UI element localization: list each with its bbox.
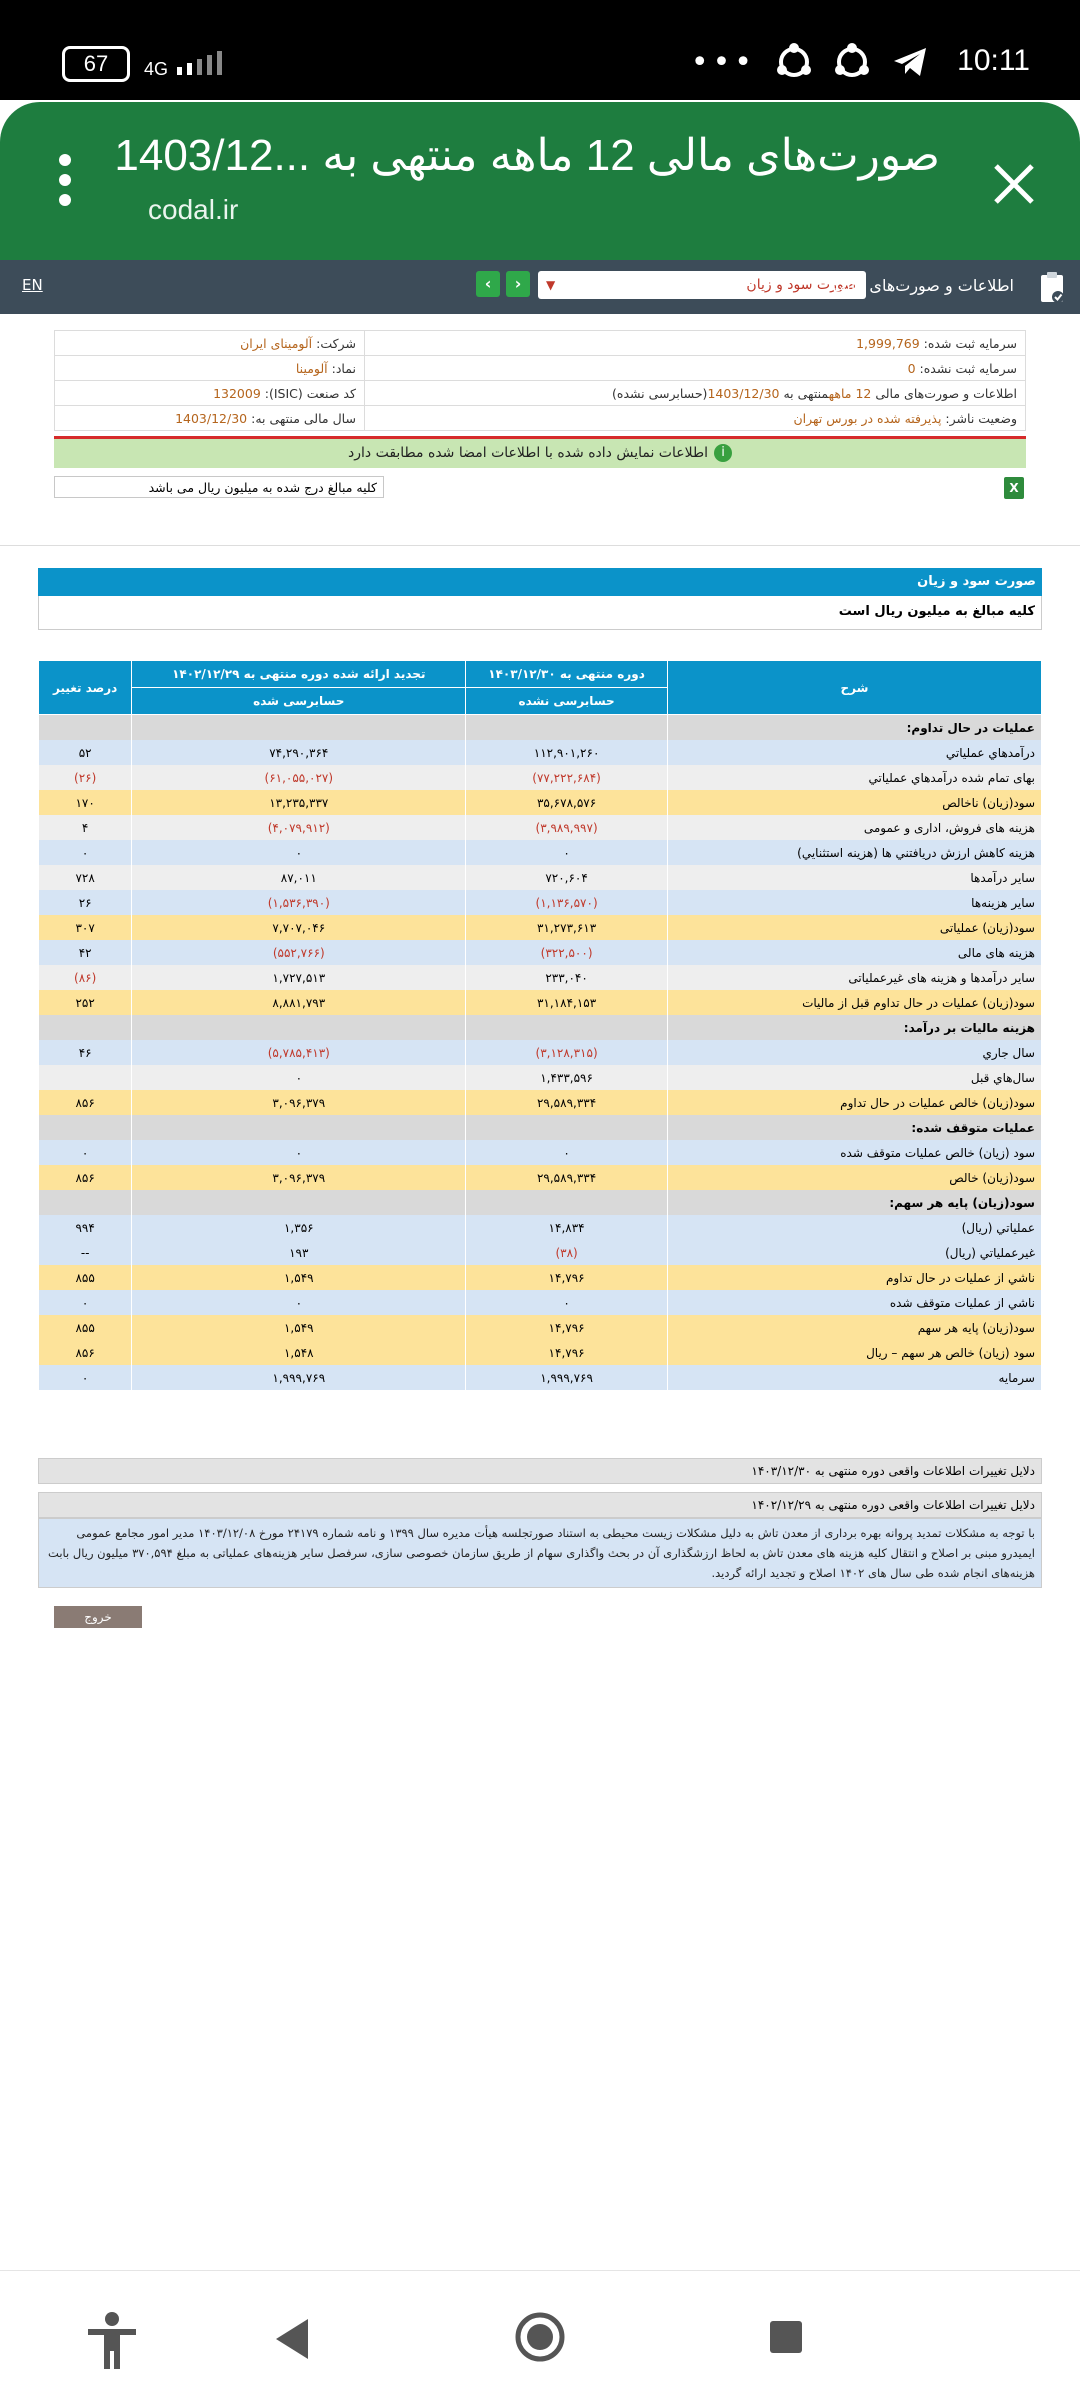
header-restated: تجدید ارائه شده دوره منتهی به ۱۴۰۲/۱۲/۲۹ (132, 661, 466, 688)
page-domain: codal.ir (148, 194, 239, 225)
publisher-status: پذیرفته شده در بورس تهران (793, 410, 942, 426)
row-label: سال‌هاي قبل (667, 1065, 1041, 1090)
row-prior-value (132, 715, 466, 741)
row-current-value: ۰ (466, 1290, 668, 1315)
row-label: سرمايه (667, 1365, 1041, 1390)
back-icon[interactable] (272, 2317, 312, 2361)
row-prior-value: ۷۴,۲۹۰,۳۶۴ (132, 740, 466, 765)
row-prior-value: ۳,۰۹۶,۳۷۹ (132, 1090, 466, 1115)
row-label: سود(زيان) عملياتى (667, 915, 1041, 940)
row-label: عملیات در حال تداوم: (667, 715, 1041, 741)
header-change: درصد تغییر (39, 661, 132, 715)
row-prior-value: ۱,۵۴۹ (132, 1265, 466, 1290)
row-change-percent: ۸۵۶ (39, 1340, 132, 1365)
language-toggle[interactable]: EN (22, 276, 43, 294)
units-note: کلیه مبالغ درج شده به میلیون ریال می باشد (54, 476, 384, 498)
row-label: عملياتي (ريال) (667, 1215, 1041, 1240)
row-label: ناشي از عمليات متوقف شده (667, 1290, 1041, 1315)
row-current-value: (۱,۱۳۶,۵۷۰) (466, 890, 668, 915)
table-row (39, 1115, 1042, 1140)
capital-reg-cell: سرمایه ثبت شده: 1,999,769 (364, 331, 1025, 356)
sync-icon-2 (832, 42, 872, 82)
status-icons (691, 42, 930, 82)
row-prior-value: ۱۹۳ (132, 1240, 466, 1265)
clipboard-icon (1038, 270, 1066, 304)
table-row (39, 915, 1042, 940)
row-current-value: ۱۴,۷۹۶ (466, 1265, 668, 1290)
exit-button[interactable]: خروج (54, 1606, 142, 1628)
row-label: ساير درآمدها و هزينه هاى غيرعملياتى (667, 965, 1041, 990)
row-change-percent: (۸۶) (39, 965, 132, 990)
verification-notice: iاطلاعات نمایش داده شده با اطلاعات امضا شده مطابقت دارد (54, 436, 1026, 468)
row-change-percent: ۹۹۴ (39, 1215, 132, 1240)
row-prior-value: ۳,۰۹۶,۳۷۹ (132, 1165, 466, 1190)
row-prior-value: ۸۷,۰۱۱ (132, 865, 466, 890)
row-prior-value: ۱,۵۴۹ (132, 1315, 466, 1340)
row-label: سود(زيان) خالص (667, 1165, 1041, 1190)
row-prior-value: ۱,۷۲۷,۵۱۳ (132, 965, 466, 990)
row-prior-value: ۰ (132, 1065, 466, 1090)
row-current-value: ۳۵,۶۷۸,۵۷۶ (466, 790, 668, 815)
table-row (39, 740, 1042, 765)
symbol: آلومينا (295, 360, 328, 376)
table-row (39, 1315, 1042, 1340)
row-change-percent (39, 1015, 132, 1040)
report-desc-cell: اطلاعات و صورت‌های مالی 12 ماههمنتهی به 1403/12/30(حسابرسی نشده) (364, 381, 1025, 406)
table-row (39, 1065, 1042, 1090)
nav-section-title: اطلاعات و صورت‌های مالی (832, 276, 1014, 295)
row-label: درآمدهاي عملياتي (667, 740, 1041, 765)
symbol-cell: نماد: آلومينا (55, 356, 365, 381)
row-label: هزینه مالیات بر درآمد: (667, 1015, 1041, 1040)
excel-export-icon[interactable]: X (1004, 477, 1024, 499)
row-prior-value: ۷,۷۰۷,۰۴۶ (132, 915, 466, 940)
row-current-value: ۱۴,۸۳۴ (466, 1215, 668, 1240)
chevron-down-icon: ▼ (546, 278, 556, 292)
row-change-percent (39, 1065, 132, 1090)
browser-title-bar (0, 102, 1080, 260)
row-current-value: ۱۴,۷۹۶ (466, 1340, 668, 1365)
row-change-percent: ۲۵۲ (39, 990, 132, 1015)
table-row (39, 1040, 1042, 1065)
statement-title: صورت سود و زیان (38, 568, 1042, 596)
row-prior-value: (۵,۷۸۵,۴۱۳) (132, 1040, 466, 1065)
company-name: آلومينای ايران (240, 335, 313, 351)
table-row (39, 790, 1042, 815)
statement-select[interactable]: ▼ صورت سود و زیان (538, 271, 866, 299)
reasons-heading-prior: دلایل تغییرات اطلاعات واقعی دوره منتهی به ۱۴۰۲/۱۲/۲۹ (38, 1492, 1042, 1518)
row-change-percent: ۴۲ (39, 940, 132, 965)
row-current-value (466, 1015, 668, 1040)
row-change-percent: ۰ (39, 1140, 132, 1165)
row-label: سود (زيان) خالص عمليات متوقف شده (667, 1140, 1041, 1165)
table-row (39, 1215, 1042, 1240)
row-current-value: ۷۲۰,۶۰۴ (466, 865, 668, 890)
isic-code: 132009 (213, 385, 261, 401)
row-label: سایر هزینه‌ها (667, 890, 1041, 915)
clock: 10:11 (957, 44, 1030, 77)
table-row (39, 1340, 1042, 1365)
row-label: بهاى تمام شده درآمدهاي عملياتي (667, 765, 1041, 790)
row-current-value: (۳,۹۸۹,۹۹۷) (466, 815, 668, 840)
fiscal-year-end: 1403/12/30 (175, 410, 248, 426)
row-change-percent (39, 715, 132, 741)
row-current-value (466, 715, 668, 741)
home-icon[interactable] (514, 2311, 566, 2363)
row-change-percent: -- (39, 1240, 132, 1265)
row-prior-value: ۰ (132, 840, 466, 865)
reasons-text: با توجه به مشکلات تمدید پروانه بهره برداری از معدن تاش به دلیل مشکلات زیست محیطی به استناد صورتجلسه هیأت مدیره سال ۱۳۹۹ و نامه شماره ۲۴۱۷۹ مورخ ۱۴۰۳/۱۲/۰۸ مدیر امور مجامع عمومی ایمیدرو مبنی بر اصلاح و انتقال کلیه هزینه های معدن تاش به لحاظ ارزشگذاری آن در بحث واگذاری سهام از طریق سازمان خصوصی سازی، سرفصل سایر هزینه‌های عملیاتی به مبلغ ۳۷۰,۵۹۴ میلیون ریال بابت هزینه‌های انجام شده طی سال های ۱۴۰۲ اصلاح و تجدید ارائه گردید. (38, 1518, 1042, 1588)
table-row (39, 1190, 1042, 1215)
row-change-percent: ۰ (39, 1290, 132, 1315)
table-row (39, 1365, 1042, 1390)
row-current-value: (۷۷,۲۲۲,۶۸۴) (466, 765, 668, 790)
row-label: هزينه هاى مالى (667, 940, 1041, 965)
row-change-percent: ۰ (39, 1365, 132, 1390)
header-desc: شرح (667, 661, 1041, 715)
row-label: سود(زيان) پايه هر سهم (667, 1315, 1041, 1340)
table-row (39, 1165, 1042, 1190)
page-title: صورت‌های مالی 12 ماهه منتهی به ...1403/12 (114, 131, 940, 180)
row-prior-value: (۴,۰۷۹,۹۱۲) (132, 815, 466, 840)
table-row (39, 940, 1042, 965)
row-current-value: ۱۱۲,۹۰۱,۲۶۰ (466, 740, 668, 765)
row-prior-value: (۶۱,۰۵۵,۰۲۷) (132, 765, 466, 790)
codal-navbar (0, 260, 1080, 314)
row-prior-value: ۱,۳۵۶ (132, 1215, 466, 1240)
row-label: غيرعملياتي (ريال) (667, 1240, 1041, 1265)
row-change-percent: (۲۶) (39, 765, 132, 790)
row-current-value: ۳۱,۱۸۴,۱۵۳ (466, 990, 668, 1015)
row-prior-value: ۱,۹۹۹,۷۶۹ (132, 1365, 466, 1390)
row-current-value: ۲۹,۵۸۹,۳۳۴ (466, 1165, 668, 1190)
next-arrow-button[interactable]: ‹ (476, 271, 500, 297)
header-restated-sub: حسابرسی شده (132, 688, 466, 715)
company-cell: شرکت: آلومينای ايران (55, 331, 365, 356)
fiscal-cell: سال مالی منتهی به: 1403/12/30 (55, 406, 365, 431)
row-label: هزينه هاى فروش، ادارى و عمومى (667, 815, 1041, 840)
divider (0, 545, 1080, 546)
row-change-percent: ۸۵۶ (39, 1165, 132, 1190)
row-change-percent: ۳۰۷ (39, 915, 132, 940)
row-change-percent (39, 1115, 132, 1140)
info-icon: i (714, 444, 732, 462)
row-prior-value (132, 1190, 466, 1215)
table-row (39, 1240, 1042, 1265)
row-prior-value: (۵۵۲,۷۶۶) (132, 940, 466, 965)
table-row (39, 965, 1042, 990)
row-prior-value: ۱,۵۴۸ (132, 1340, 466, 1365)
isic-cell: کد صنعت (ISIC): 132009 (55, 381, 365, 406)
row-change-percent: ۴۶ (39, 1040, 132, 1065)
telegram-icon (890, 42, 930, 82)
row-current-value: ۰ (466, 840, 668, 865)
system-nav-bar (0, 2270, 1080, 2401)
signal-bars-icon (173, 51, 233, 75)
row-prior-value: ۱۳,۲۳۵,۳۳۷ (132, 790, 466, 815)
table-row (39, 1290, 1042, 1315)
network-type: 4G (144, 58, 169, 79)
more-menu-icon[interactable] (50, 154, 80, 214)
header-period: دوره منتهی به ۱۴۰۳/۱۲/۳۰ (466, 661, 668, 688)
row-change-percent: ۵۲ (39, 740, 132, 765)
row-change-percent: ۸۵۵ (39, 1315, 132, 1340)
row-current-value: ۲۳۳,۰۴۰ (466, 965, 668, 990)
table-row (39, 1140, 1042, 1165)
table-row (39, 890, 1042, 915)
row-label: سود(زیان) پایه هر سهم: (667, 1190, 1041, 1215)
capital-registered: 1,999,769 (856, 335, 920, 351)
header-period-sub: حسابرسی نشده (466, 688, 668, 715)
publisher-cell: وضعیت ناشر: پذیرفته شده در بورس تهران (364, 406, 1025, 431)
row-change-percent: ۸۵۵ (39, 1265, 132, 1290)
row-current-value: (۳۲۲,۵۰۰) (466, 940, 668, 965)
table-row (39, 765, 1042, 790)
change-reasons (38, 1458, 1042, 1588)
row-current-value: ۲۹,۵۸۹,۳۳۴ (466, 1090, 668, 1115)
row-label: ناشي از عمليات در حال تداوم (667, 1265, 1041, 1290)
row-change-percent: ۲۶ (39, 890, 132, 915)
row-current-value: ۱,۹۹۹,۷۶۹ (466, 1365, 668, 1390)
accessibility-icon[interactable] (84, 2311, 140, 2371)
table-row (39, 815, 1042, 840)
table-row (39, 990, 1042, 1015)
row-prior-value: (۱,۵۳۶,۳۹۰) (132, 890, 466, 915)
row-current-value: ۱۴,۷۹۶ (466, 1315, 668, 1340)
status-bar (0, 0, 1080, 100)
row-prior-value: ۰ (132, 1140, 466, 1165)
table-row (39, 840, 1042, 865)
capital-unreg-cell: سرمایه ثبت نشده: 0 (364, 356, 1025, 381)
row-current-value (466, 1190, 668, 1215)
table-row (39, 865, 1042, 890)
row-current-value: (۳,۱۲۸,۳۱۵) (466, 1040, 668, 1065)
income-statement-table (38, 660, 1042, 1390)
row-change-percent: ۴ (39, 815, 132, 840)
row-label: سود (زيان) خالص هر سهم – ريال (667, 1340, 1041, 1365)
row-label: عملیات متوقف شده: (667, 1115, 1041, 1140)
row-change-percent: ۷۲۸ (39, 865, 132, 890)
row-label: سود(زيان) خالص عمليات در حال تداوم (667, 1090, 1041, 1115)
status-left (62, 46, 233, 82)
row-change-percent: ۸۵۶ (39, 1090, 132, 1115)
row-current-value: (۳۸) (466, 1240, 668, 1265)
statement-subtitle: کلیه مبالغ به میلیون ریال است (38, 596, 1042, 630)
capital-unregistered: 0 (907, 360, 916, 376)
row-current-value: ۱,۴۳۳,۵۹۶ (466, 1065, 668, 1090)
prev-arrow-button[interactable]: › (506, 271, 530, 297)
row-current-value: ۳۱,۲۷۳,۶۱۳ (466, 915, 668, 940)
row-prior-value: ۰ (132, 1290, 466, 1315)
close-icon[interactable] (988, 158, 1040, 210)
table-row (39, 1015, 1042, 1040)
row-change-percent: ۱۷۰ (39, 790, 132, 815)
sync-icon (774, 42, 814, 82)
battery-indicator: 67 (62, 46, 130, 82)
table-row (39, 1090, 1042, 1115)
row-prior-value (132, 1115, 466, 1140)
row-label: هزينه کاهش ارزش دريافتني ها (هزينه استثنايي) (667, 840, 1041, 865)
more-dots-icon: ••• (690, 44, 756, 80)
company-info (54, 330, 1026, 431)
row-label: سال جاري (667, 1040, 1041, 1065)
row-change-percent: ۰ (39, 840, 132, 865)
row-change-percent (39, 1190, 132, 1215)
reasons-heading-current: دلایل تغییرات اطلاعات واقعی دوره منتهی به ۱۴۰۳/۱۲/۳۰ (38, 1458, 1042, 1484)
recents-icon[interactable] (766, 2317, 806, 2357)
row-label: سود(زيان) عمليات در حال تداوم قبل از ماليات (667, 990, 1041, 1015)
table-row (39, 715, 1042, 741)
row-current-value: ۰ (466, 1140, 668, 1165)
row-prior-value (132, 1015, 466, 1040)
row-prior-value: ۸,۸۸۱,۷۹۳ (132, 990, 466, 1015)
table-row (39, 1265, 1042, 1290)
row-current-value (466, 1115, 668, 1140)
row-label: ساير درآمدها (667, 865, 1041, 890)
row-label: سود(زيان) ناخالص (667, 790, 1041, 815)
network-indicator (144, 51, 233, 78)
